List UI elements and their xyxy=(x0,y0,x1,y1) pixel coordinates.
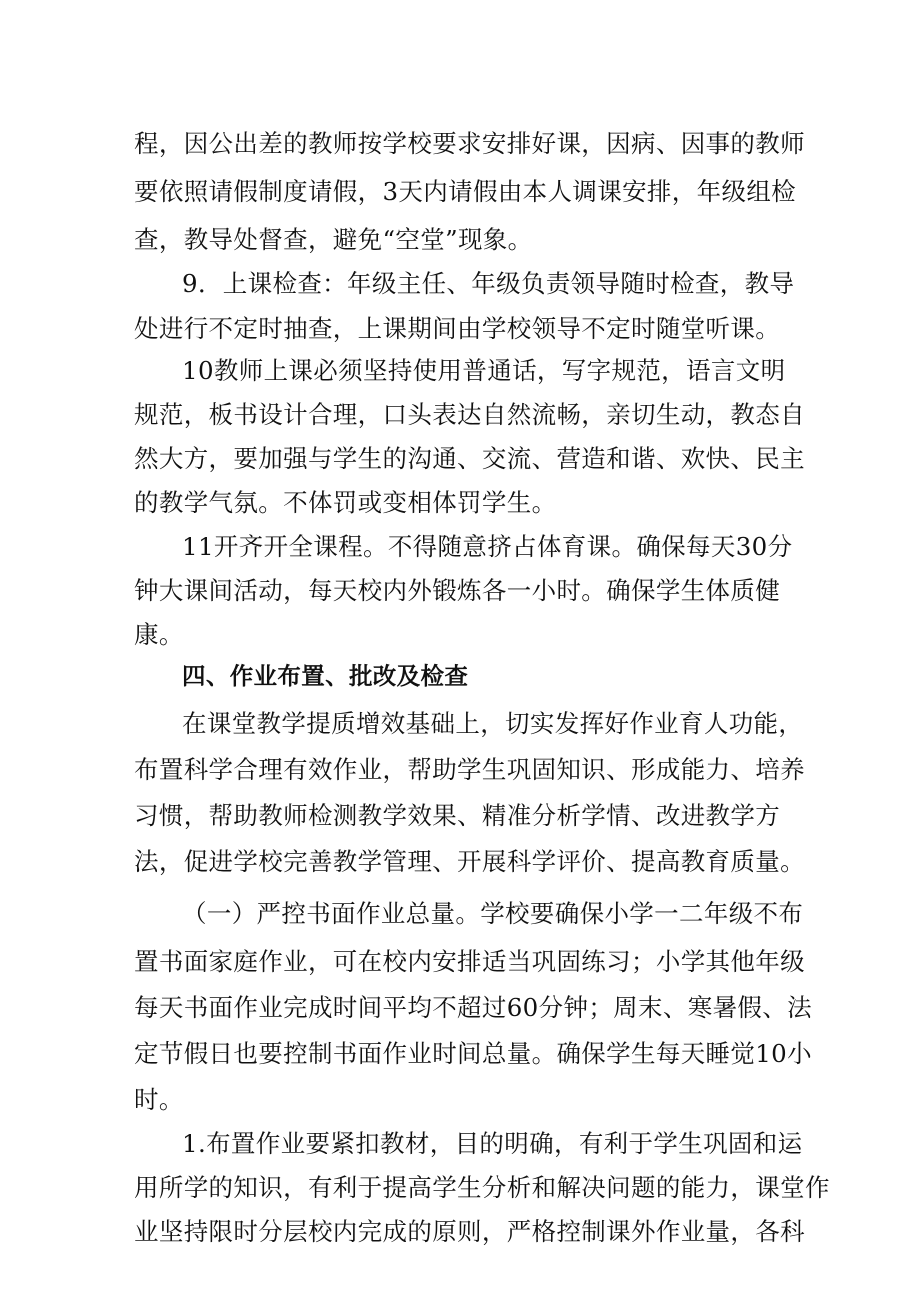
paragraph-line: 要依照请假制度请假，3天内请假由本人调课安排，年级组检 xyxy=(134,177,797,206)
paragraph-line: 1.布置作业要紧扣教材，目的明确，有利于学生巩固和运 xyxy=(182,1129,803,1158)
paragraph-line: 查，教导处督查，避免“空堂”现象。 xyxy=(134,225,533,254)
paragraph-line: 业坚持限时分层校内完成的原则，严格控制课外作业量，各科 xyxy=(134,1217,805,1246)
paragraph-line: 11开齐开全课程。不得随意挤占体育课。确保每天30分 xyxy=(182,532,793,561)
paragraph-line: 程，因公出差的教师按学校要求安排好课，因病、因事的教师 xyxy=(134,129,805,158)
paragraph-line: 10教师上课必须坚持使用普通话，写字规范，语言文明 xyxy=(182,356,786,385)
paragraph-line: 用所学的知识，有利于提高学生分析和解决问题的能力，课堂作 xyxy=(134,1173,830,1202)
paragraph-line: 康。 xyxy=(134,620,184,649)
paragraph-line: 然大方，要加强与学生的沟通、交流、营造和谐、欢快、民主 xyxy=(134,444,805,473)
paragraph-line: 9．上课检查：年级主任、年级负责领导随时检查，教导 xyxy=(182,269,795,298)
paragraph-line: 钟大课间活动，每天校内外锻炼各一小时。确保学生体质健 xyxy=(134,576,781,605)
paragraph-line: 布置科学合理有效作业，帮助学生巩固知识、形成能力、培养 xyxy=(134,755,805,784)
paragraph-line: （一）严控书面作业总量。学校要确保小学一二年级不布 xyxy=(182,899,804,928)
paragraph-line: 处进行不定时抽查，上课期间由学校领导不定时随堂听课。 xyxy=(134,314,781,343)
paragraph-line: 习惯，帮助教师检测教学效果、精准分析学情、改进教学方 xyxy=(134,801,781,830)
paragraph-line: 每天书面作业完成时间平均不超过60分钟；周末、寒暑假、法 xyxy=(134,993,812,1022)
section-heading: 四、作业布置、批改及检查 xyxy=(182,662,469,690)
paragraph-line: 的教学气氛。不体罚或变相体罚学生。 xyxy=(134,488,557,517)
paragraph-line: 法，促进学校完善教学管理、开展科学评价、提高教育质量。 xyxy=(134,847,805,876)
paragraph-line: 时。 xyxy=(134,1085,184,1114)
paragraph-line: 置书面家庭作业，可在校内安排适当巩固练习；小学其他年级 xyxy=(134,947,805,976)
paragraph-line: 规范，板书设计合理，口头表达自然流畅，亲切生动，教态自 xyxy=(134,400,805,429)
paragraph-line: 在课堂教学提质增效基础上，切实发挥好作业育人功能， xyxy=(182,709,804,738)
paragraph-line: 定节假日也要控制书面作业时间总量。确保学生每天睡觉10小 xyxy=(134,1039,812,1068)
